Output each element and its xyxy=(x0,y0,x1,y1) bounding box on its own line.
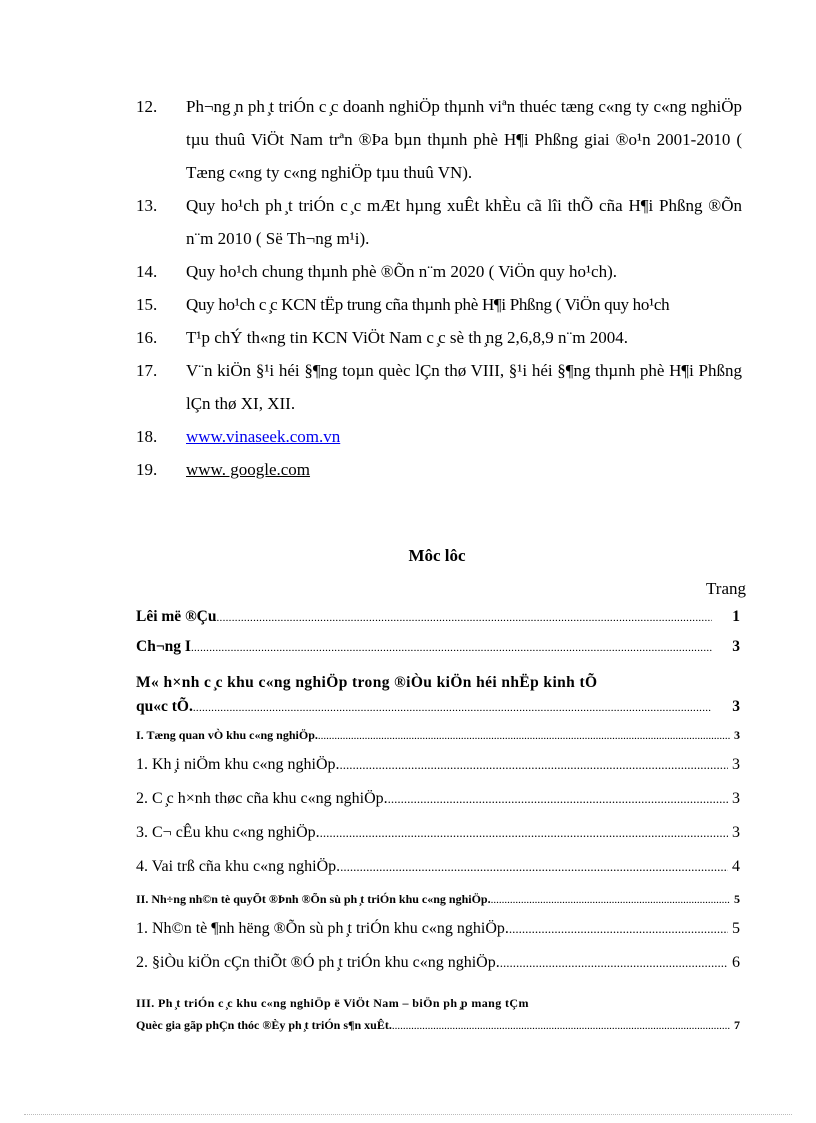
toc-leader-dots xyxy=(191,642,712,654)
toc-entry-label: 3. C¬ cÊu khu c«ng nghiÖp. xyxy=(136,824,320,841)
toc-entry[interactable] xyxy=(136,892,740,920)
toc-entry-page: 3 xyxy=(732,638,740,655)
reference-number: 19. xyxy=(136,460,158,479)
toc-entry[interactable] xyxy=(136,954,740,988)
toc-entry[interactable] xyxy=(136,756,740,790)
reference-item xyxy=(136,255,742,288)
reference-list xyxy=(136,90,742,486)
toc-leader-dots xyxy=(318,730,730,742)
reference-number: 14. xyxy=(136,262,158,281)
toc-entry-page: 3 xyxy=(734,728,740,742)
reference-number: 18. xyxy=(136,427,158,446)
toc-entry-label: 2. §iÒu kiÖn cÇn thiÕt ®Ó ph ̧t triÓn khu c«ng nghiÖp. xyxy=(136,954,500,971)
toc-leader-dots xyxy=(392,1020,730,1032)
reference-item xyxy=(136,420,742,453)
toc-entry-label: 1. Nh©n tè ¶nh hëng ®Õn sù ph ̧t triÓn khu c«ng nghiÖp. xyxy=(136,920,509,937)
toc-leader-dots xyxy=(340,859,728,875)
reference-number: 17. xyxy=(136,361,158,380)
reference-link-google[interactable]: www. google.com xyxy=(186,460,311,479)
toc-leader-dots xyxy=(509,921,728,937)
toc-entry[interactable] xyxy=(136,858,740,892)
toc-entry-label-line1: III. Ph ̧t triÓn c ̧c khu c«ng nghiÖp ë ViÖt Nam – biÖn ph ̧p mang tÇm xyxy=(136,996,529,1010)
toc-entry-label: Ch¬ng I xyxy=(136,638,191,655)
toc-leader-dots xyxy=(491,894,730,906)
toc-entry-label: 4. Vai trß cña khu c«ng nghiÖp. xyxy=(136,858,341,875)
toc-entry-label: 2. C ̧c h×nh thøc cña khu c«ng nghiÖp. xyxy=(136,790,388,807)
reference-item xyxy=(136,288,742,321)
reference-item xyxy=(136,90,742,189)
toc-entry-page: 5 xyxy=(734,892,740,906)
reference-item xyxy=(136,321,742,354)
toc-entry-label: Quèc gia gãp phÇn thóc ®Èy ph ̧t triÓn s¶n xuÊt. xyxy=(136,1018,392,1032)
reference-link-vinaseek[interactable]: www.vinaseek.com.vn xyxy=(186,427,341,446)
toc-entry-label: Lêi më ®Çu xyxy=(136,608,217,625)
toc-entry[interactable] xyxy=(136,728,740,756)
reference-text: T¹p chÝ th«ng tin KCN ViÖt Nam c ̧c sè th ̧ng 2,6,8,9 n¨m 2004. xyxy=(186,328,628,347)
reference-number: 13. xyxy=(136,196,158,215)
toc-entry-page: 6 xyxy=(732,954,740,971)
reference-text: Quy ho¹ch ph ̧t triÓn c ̧c mÆt hµng xuÊt khÈu cã lîi thÕ cña H¶i Phßng ®Õn n¨m 2010 ( Së Th¬ng m¹i). xyxy=(186,196,742,248)
toc-entry-page: 3 xyxy=(732,790,740,807)
toc-entry-page: 1 xyxy=(732,608,740,625)
toc-leader-dots xyxy=(193,702,712,714)
toc-page-header: Trang xyxy=(706,579,746,598)
toc-entry-label: I. Tæng quan vÒ khu c«ng nghiÖp. xyxy=(136,728,318,742)
toc-entry[interactable] xyxy=(136,698,740,728)
reference-text: Ph¬ng ̧n ph ̧t triÓn c ̧c doanh nghiÖp thµnh viªn thuéc tæng c«ng ty c«ng nghiÖp tµu thuû ViÖt Nam trªn ®Þa bµn thµnh phè H¶i Phßng giai ®o¹n 2001-2010 ( Tæng c«ng ty c«ng nghiÖp tµu thuû VN). xyxy=(186,97,742,182)
reference-number: 15. xyxy=(136,295,158,314)
reference-item xyxy=(136,354,742,420)
reference-number: 16. xyxy=(136,328,158,347)
reference-number: 12. xyxy=(136,97,158,116)
toc-entry-page: 5 xyxy=(732,920,740,937)
toc-leader-dots xyxy=(340,757,728,773)
page-footer-divider xyxy=(24,1114,792,1115)
toc-entry[interactable] xyxy=(136,920,740,954)
table-of-contents xyxy=(136,608,740,1046)
reference-text: V¨n kiÖn §¹i héi §¶ng toµn quèc lÇn thø VIII, §¹i héi §¶ng thµnh phè H¶i Phßng lÇn thø XI, XII. xyxy=(186,361,742,413)
reference-item xyxy=(136,453,742,486)
reference-item xyxy=(136,189,742,255)
toc-leader-dots xyxy=(500,955,728,971)
toc-title: Môc lôc xyxy=(408,546,466,565)
toc-leader-dots xyxy=(388,791,728,807)
toc-leader-dots xyxy=(320,825,728,841)
toc-entry[interactable] xyxy=(136,1018,740,1046)
reference-text: Quy ho¹ch chung thµnh phè ®Õn n¨m 2020 ( ViÖn quy ho¹ch). xyxy=(186,262,618,281)
toc-entry-page: 3 xyxy=(732,824,740,841)
toc-leader-dots xyxy=(216,612,712,624)
toc-entry-label: 1. Kh ̧i niÖm khu c«ng nghiÖp. xyxy=(136,756,340,773)
toc-entry[interactable] xyxy=(136,608,740,638)
toc-entry[interactable] xyxy=(136,824,740,858)
toc-entry-label-line1: M« h×nh c ̧c khu c«ng nghiÖp trong ®iÒu kiÖn héi nhËp kinh tÕ xyxy=(136,674,598,691)
toc-entry-page: 3 xyxy=(732,698,740,715)
toc-entry-page: 4 xyxy=(732,858,740,875)
toc-entry[interactable] xyxy=(136,790,740,824)
toc-entry[interactable] xyxy=(136,638,740,668)
reference-text: Quy ho¹ch c ̧c KCN tËp trung cña thµnh phè H¶i Phßng ( ViÖn quy ho¹ch xyxy=(186,295,670,314)
toc-entry-page: 7 xyxy=(734,1018,740,1032)
toc-entry-label: qu«c tÕ. xyxy=(136,698,193,715)
toc-entry-label: II. Nh÷ng nh©n tè quyÕt ®Þnh ®Õn sù ph ̧t triÓn khu c«ng nghiÖp. xyxy=(136,892,491,906)
toc-entry-page: 3 xyxy=(732,756,740,773)
